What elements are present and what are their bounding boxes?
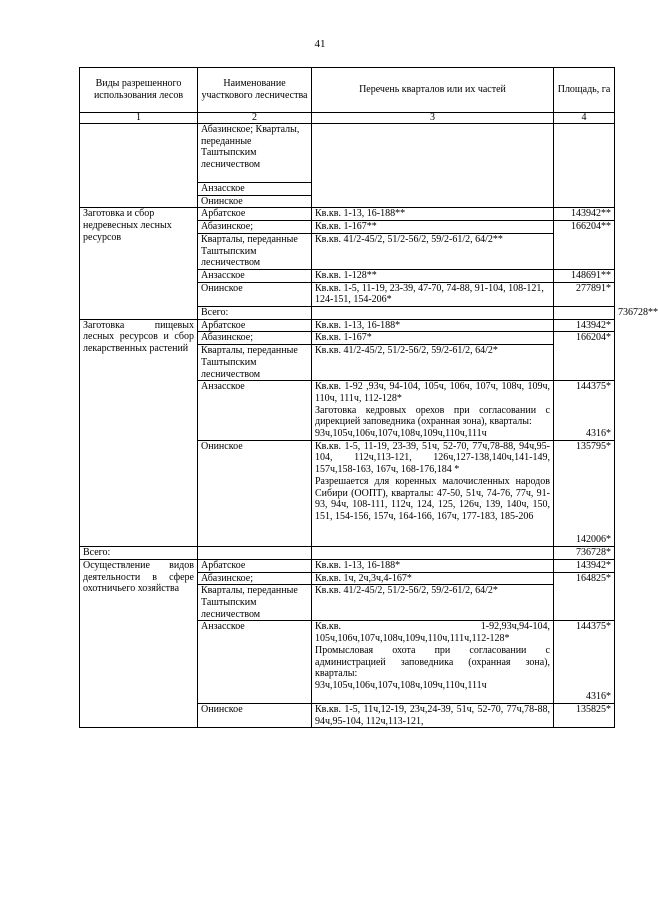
quarters-cell: Кв.кв. 1-13, 16-188*	[312, 319, 554, 332]
area-cell: 143942*	[554, 319, 615, 332]
use-type-cell	[80, 124, 198, 208]
header-forestry: Наименование участкового лесничества	[198, 68, 312, 113]
forestry-cell: Онинское	[198, 703, 312, 727]
area-cell: 143942**	[554, 208, 615, 221]
empty-cell	[312, 307, 554, 320]
forestry-cell: Онинское	[198, 282, 312, 306]
column-number: 4	[554, 113, 615, 124]
table-row	[80, 208, 615, 221]
quarters-cell	[312, 124, 554, 208]
table-row	[80, 559, 615, 572]
area-cell: 277891*	[554, 282, 615, 306]
forestry-cell: Кварталы, переданные Таштыпским лесничеством	[198, 585, 312, 621]
column-number: 2	[198, 113, 312, 124]
forestry-cell: Абазинское;	[198, 572, 312, 585]
area-cell: 148691**	[554, 269, 615, 282]
empty-cell	[554, 307, 615, 320]
forestry-cell: Арбатское	[198, 319, 312, 332]
forestry-cell: Арбатское	[198, 559, 312, 572]
forestry-cell: Абазинское;	[198, 221, 312, 234]
forestry-cell: Кварталы, переданные Таштыпским лесничеством	[198, 233, 312, 269]
quarters-cell: Кв.кв. 1-167*	[312, 332, 554, 345]
area-value: 4316*	[586, 427, 611, 439]
quarters-cell: Кв.кв. 1-128**	[312, 269, 554, 282]
use-type-cell: Заготовка пищевых лесных ресурсов и сбор лекарственных растений	[80, 319, 198, 546]
quarters-note: Заготовка кедровых орехов при согласовании с дирекцией заповедника (охранная зона), кварталы:	[315, 404, 550, 428]
quarters-note: Разрешается для коренных малочисленных народов Сибири (ООПТ), кварталы: 47-50, 51ч, 74-76, 77ч, 91-93, 94ч, 108-111, 112ч, 124, 125, 126ч, 139, 140ч, 150, 151, 154-156, 157ч, 164-166, 167ч, 177-183, 185-206	[315, 475, 550, 522]
table-row	[80, 319, 615, 332]
forestry-cell: Кварталы, переданные Таштыпским лесничеством	[198, 345, 312, 381]
empty-cell	[198, 547, 312, 560]
area-cell	[554, 124, 615, 208]
quarters-cell	[312, 381, 554, 441]
total-row: Всего: 736728**	[80, 307, 615, 320]
area-cell	[554, 621, 615, 703]
total-label: Всего:	[80, 547, 198, 560]
forestry-cell: Абазинское;	[198, 332, 312, 345]
header-use-type: Виды разрешенного использования лесов	[80, 68, 198, 113]
quarters-list: 93ч,105ч,106ч,107ч,108ч,109ч,110ч,111ч	[315, 679, 487, 691]
quarters-cell: Кв.кв. 1-13, 16-188**	[312, 208, 554, 221]
quarters-cell: Кв.кв. 1-5, 11ч,12-19, 23ч,24-39, 51ч, 52-70, 77ч,78-88, 94ч,95-104, 112ч,113-121,	[312, 703, 554, 727]
area-cell	[554, 440, 615, 546]
column-number-row	[80, 113, 615, 124]
area-cell: 143942*	[554, 559, 615, 572]
area-cell: 164825*	[554, 572, 615, 621]
quarters-list: Кв.кв. 1-5, 11-19, 23-39, 51ч, 52-70, 77ч,78-88, 94ч,95-104, 112ч,113-121, 126ч,127-138,140ч,141-149, 157ч,158-163, 167ч, 168-176,184 *	[315, 440, 550, 476]
quarters-cell: Кв.кв. 41/2-45/2, 51/2-56/2, 59/2-61/2, 64/2*	[312, 345, 554, 381]
header-row	[80, 68, 615, 113]
quarters-cell: Кв.кв. 1-13, 16-188*	[312, 559, 554, 572]
area-value: 144375*	[576, 621, 611, 633]
forestry-cell: Анзасское	[198, 381, 312, 441]
empty-cell	[312, 547, 554, 560]
area-cell: 135825*	[554, 703, 615, 727]
area-cell: 166204**	[554, 221, 615, 270]
quarters-cell: Кв.кв. 41/2-45/2, 51/2-56/2, 59/2-61/2, 64/2**	[312, 233, 554, 269]
header-area: Площадь, га	[554, 68, 615, 113]
total-row	[80, 547, 615, 560]
header-quarters: Перечень кварталов или их частей	[312, 68, 554, 113]
quarters-list: Кв.кв. 1-92,93ч,94-104, 105ч,106ч,107ч,108ч,109ч,110ч,111ч,112-128*	[315, 621, 550, 645]
total-label: Всего:	[198, 307, 312, 320]
area-cell	[554, 381, 615, 441]
quarters-note: Промысловая охота при согласовании с администрацией заповедника (охранная зона), кварталы:	[315, 644, 550, 680]
quarters-cell: Кв.кв. 41/2-45/2, 51/2-56/2, 59/2-61/2, 64/2*	[312, 585, 554, 621]
forestry-cell: Абазинское; Кварталы, переданные Таштыпским лесничеством	[198, 124, 312, 183]
quarters-list: Кв.кв. 1-92 ,93ч, 94-104, 105ч, 106ч, 107ч, 108ч, 109ч, 110ч, 111ч, 112-128*	[315, 381, 550, 404]
quarters-list: 93ч,105ч,106ч,107ч,108ч,109ч,110ч,111ч	[315, 428, 487, 440]
area-value: 144375*	[576, 381, 611, 393]
forestry-cell: Онинское	[198, 440, 312, 546]
area-value: 4316*	[586, 691, 611, 703]
area-value: 135795*	[576, 440, 611, 452]
use-type-cell: Осуществление видов деятельности в сфере охотничьего хозяйства	[80, 559, 198, 727]
forest-use-table	[79, 67, 658, 728]
quarters-cell: Кв.кв. 1ч, 2ч,3ч,4-167*	[312, 572, 554, 585]
forestry-cell: Онинское	[198, 195, 312, 208]
forestry-cell: Анзасское	[198, 183, 312, 196]
quarters-cell	[312, 621, 554, 703]
column-number: 1	[80, 113, 198, 124]
quarters-cell: Кв.кв. 1-167**	[312, 221, 554, 234]
forestry-cell: Арбатское	[198, 208, 312, 221]
total-value: 736728*	[554, 547, 615, 560]
quarters-cell: Кв.кв. 1-5, 11-19, 23-39, 47-70, 74-88, 91-104, 108-121, 124-151, 154-206*	[312, 282, 554, 306]
table-row	[80, 124, 615, 183]
column-number: 3	[312, 113, 554, 124]
use-type-cell: Заготовка и сбор недревесных лесных ресурсов	[80, 208, 198, 319]
forestry-cell: Анзасское	[198, 269, 312, 282]
forestry-cell: Анзасское	[198, 621, 312, 703]
area-value: 142006*	[576, 534, 611, 546]
quarters-cell	[312, 440, 554, 546]
page-number: 41	[314, 38, 326, 50]
area-cell: 166204*	[554, 332, 615, 381]
